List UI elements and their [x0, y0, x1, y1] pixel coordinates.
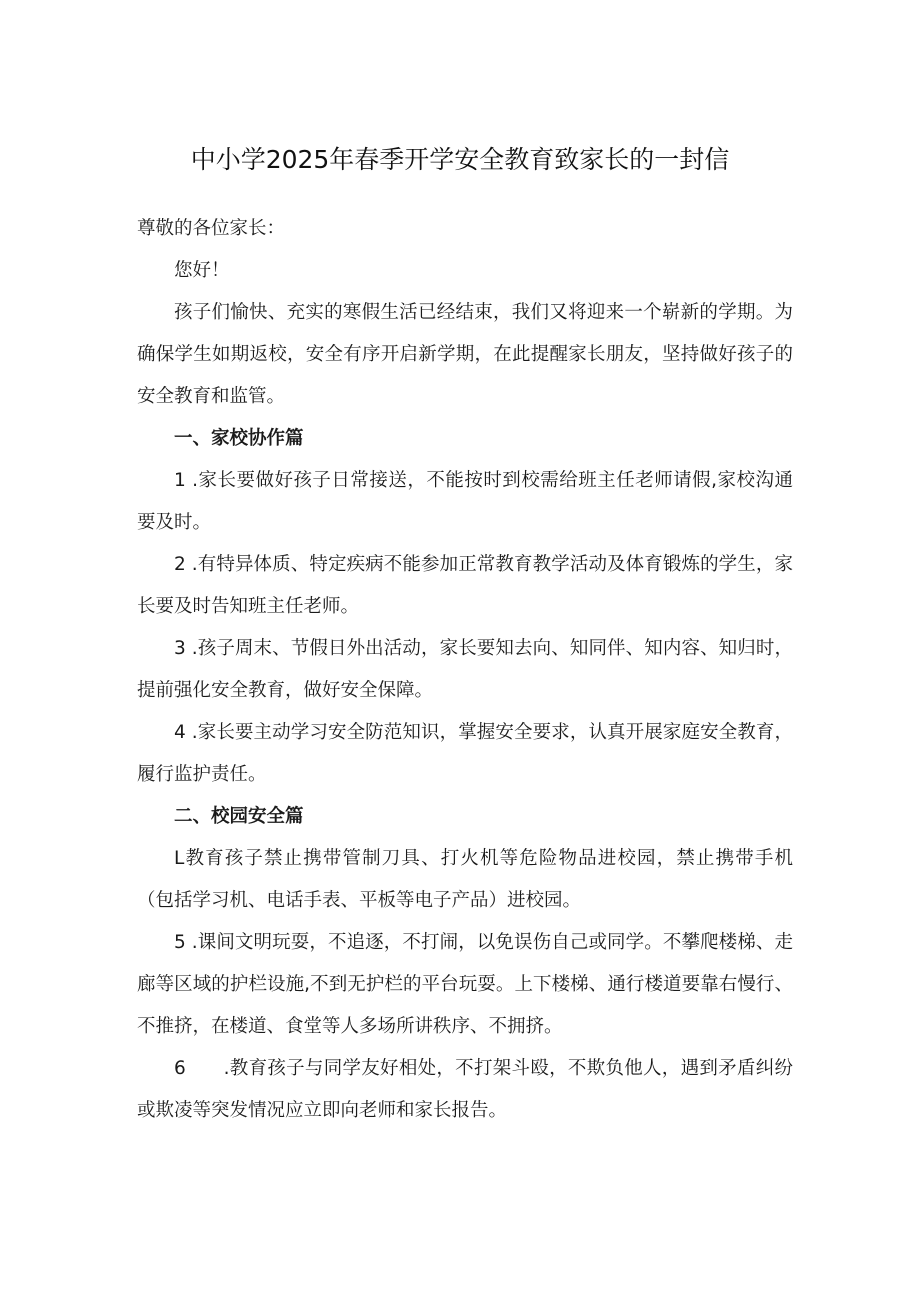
- intro-paragraph: 孩子们愉快、充实的寒假生活已经结束，我们又将迎来一个崭新的学期。为确保学生如期返校，安全有序开启新学期，在此提醒家长朋友，坚持做好孩子的安全教育和监管。: [137, 302, 793, 407]
- list-item: L教育孩子禁止携带管制刀具、打火机等危险物品进校园，禁止携带手机（包括学习机、电话手表、平板等电子产品）进校园。: [137, 848, 793, 911]
- list-item: 4 .家长要主动学习安全防范知识，掌握安全要求，认真开展家庭安全教育，履行监护责任。: [137, 722, 793, 785]
- letter-body: [137, 208, 793, 1132]
- list-item: 5 .课间文明玩耍，不追逐，不打闹，以免误伤自己或同学。不攀爬楼梯、走廊等区域的护栏设施,不到无护栏的平台玩耍。上下楼梯、通行楼道要靠右慢行、不推挤，在楼道、食堂等人多场所讲秩序、不拥挤。: [137, 932, 793, 1037]
- greeting: 您好！: [174, 260, 230, 281]
- list-item: 6 .教育孩子与同学友好相处，不打架斗殴，不欺负他人，遇到矛盾纠纷或欺凌等突发情况应立即向老师和家长报告。: [137, 1058, 793, 1121]
- salutation: 尊敬的各位家长：: [137, 218, 286, 239]
- section-heading-campus-safety: 二、校园安全篇: [174, 806, 304, 827]
- page-title: 中小学2025年春季开学安全教育致家长的一封信: [190, 145, 730, 174]
- list-item: 1 .家长要做好孩子日常接送，不能按时到校需给班主任老师请假,家校沟通要及时。: [137, 470, 793, 533]
- list-item: 2 .有特异体质、特定疾病不能参加正常教育教学活动及体育锻炼的学生，家长要及时告知班主任老师。: [137, 554, 793, 617]
- list-item: 3 .孩子周末、节假日外出活动，家长要知去向、知同伴、知内容、知归时，提前强化安全教育，做好安全保障。: [137, 638, 793, 701]
- section-heading-home-school: 一、家校协作篇: [174, 428, 304, 449]
